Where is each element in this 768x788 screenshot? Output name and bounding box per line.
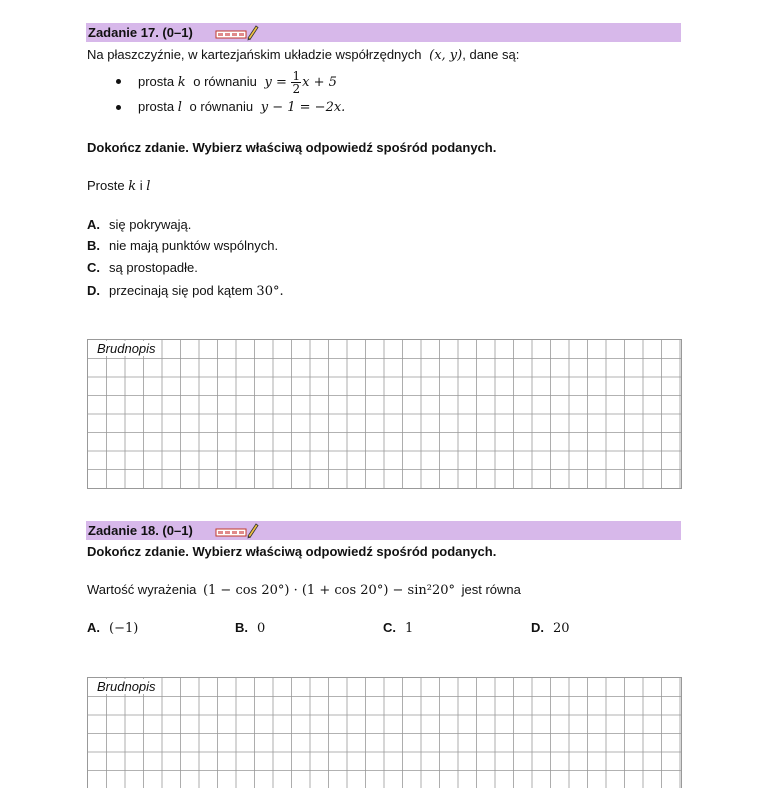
stem-expression: (1 − cos 20°) · (1 + cos 20°) − sin²20° [202, 583, 455, 598]
task18-option-d[interactable] [531, 620, 570, 636]
task17-title: Zadanie 17. (0–1) [88, 25, 193, 40]
task18-header [86, 521, 681, 540]
option-letter: A. [87, 217, 100, 232]
task17-option-a[interactable] [87, 217, 191, 232]
stem-l: l [146, 179, 151, 194]
stem-k: k [128, 179, 137, 194]
task17-header [86, 23, 681, 42]
line-k-var: k [177, 75, 186, 90]
fraction-denominator: 2 [292, 82, 301, 97]
draft-label: Brudnopis [94, 341, 159, 356]
task17-option-d[interactable] [87, 283, 284, 299]
bullet-icon [116, 79, 121, 84]
line-k-prefix: prosta [138, 74, 178, 89]
task17-option-b[interactable] [87, 238, 278, 253]
stem-text: Proste [87, 178, 129, 193]
stem-text: Wartość wyrażenia [87, 582, 200, 597]
task18-option-a[interactable] [87, 620, 138, 636]
option-letter: B. [235, 620, 248, 635]
pencil-icon [246, 23, 260, 46]
task17-stem [87, 178, 150, 194]
stem-and: i [136, 178, 147, 193]
option-text: przecinają się pod kątem [109, 283, 257, 298]
draft-label: Brudnopis [94, 679, 159, 694]
task17-instruction: Dokończ zdanie. Wybierz właściwą odpowiedź spośród podanych. [87, 140, 497, 155]
option-letter: D. [531, 620, 544, 635]
line-l-mid: o równaniu [185, 99, 257, 114]
line-l-equation: y − 1 = −2x. [260, 100, 346, 115]
option-math: (−1) [109, 621, 139, 636]
task18-instruction: Dokończ zdanie. Wybierz właściwą odpowiedź spośród podanych. [87, 544, 497, 559]
draft-grid-lines [88, 678, 681, 788]
task18-title: Zadanie 18. (0–1) [88, 523, 193, 538]
line-k-definition [138, 67, 337, 98]
option-letter: A. [87, 620, 100, 635]
option-math: 20 [553, 621, 570, 636]
option-letter: C. [383, 620, 396, 635]
intro-text: Na płaszczyźnie, w kartezjańskim układzie współrzędnych [87, 47, 426, 62]
option-letter: D. [87, 283, 100, 298]
option-text: się pokrywają. [109, 217, 192, 232]
draft-grid-17[interactable] [87, 339, 682, 489]
option-text: są prostopadłe. [109, 260, 198, 275]
option-text: nie mają punktów wspólnych. [109, 238, 279, 253]
line-l-prefix: prosta [138, 99, 178, 114]
line-k-rhs: x + 5 [302, 75, 337, 90]
fraction-numerator: 1 [292, 69, 301, 84]
option-letter: B. [87, 238, 100, 253]
task17-intro [87, 47, 519, 63]
intro-tail: , dane są: [462, 47, 520, 62]
fraction-one-half [291, 70, 301, 95]
draft-grid-18[interactable] [87, 677, 682, 788]
option-math: 1 [405, 621, 414, 636]
task18-stem [87, 582, 521, 598]
task18-option-c[interactable] [383, 620, 413, 636]
pencil-icon [246, 521, 260, 544]
option-math: 30°. [256, 284, 284, 299]
task17-option-c[interactable] [87, 260, 198, 275]
line-k-mid: o równaniu [189, 74, 261, 89]
line-l-var: l [177, 100, 182, 115]
stem-tail: jest równa [458, 582, 521, 597]
task18-option-b[interactable] [235, 620, 265, 636]
line-l-definition [138, 99, 345, 115]
option-letter: C. [87, 260, 100, 275]
draft-grid-lines [88, 340, 681, 488]
coord-pair: (x, y) [429, 48, 463, 63]
option-math: 0 [257, 621, 266, 636]
bullet-icon [116, 105, 121, 110]
line-k-lhs: y = [264, 75, 287, 90]
